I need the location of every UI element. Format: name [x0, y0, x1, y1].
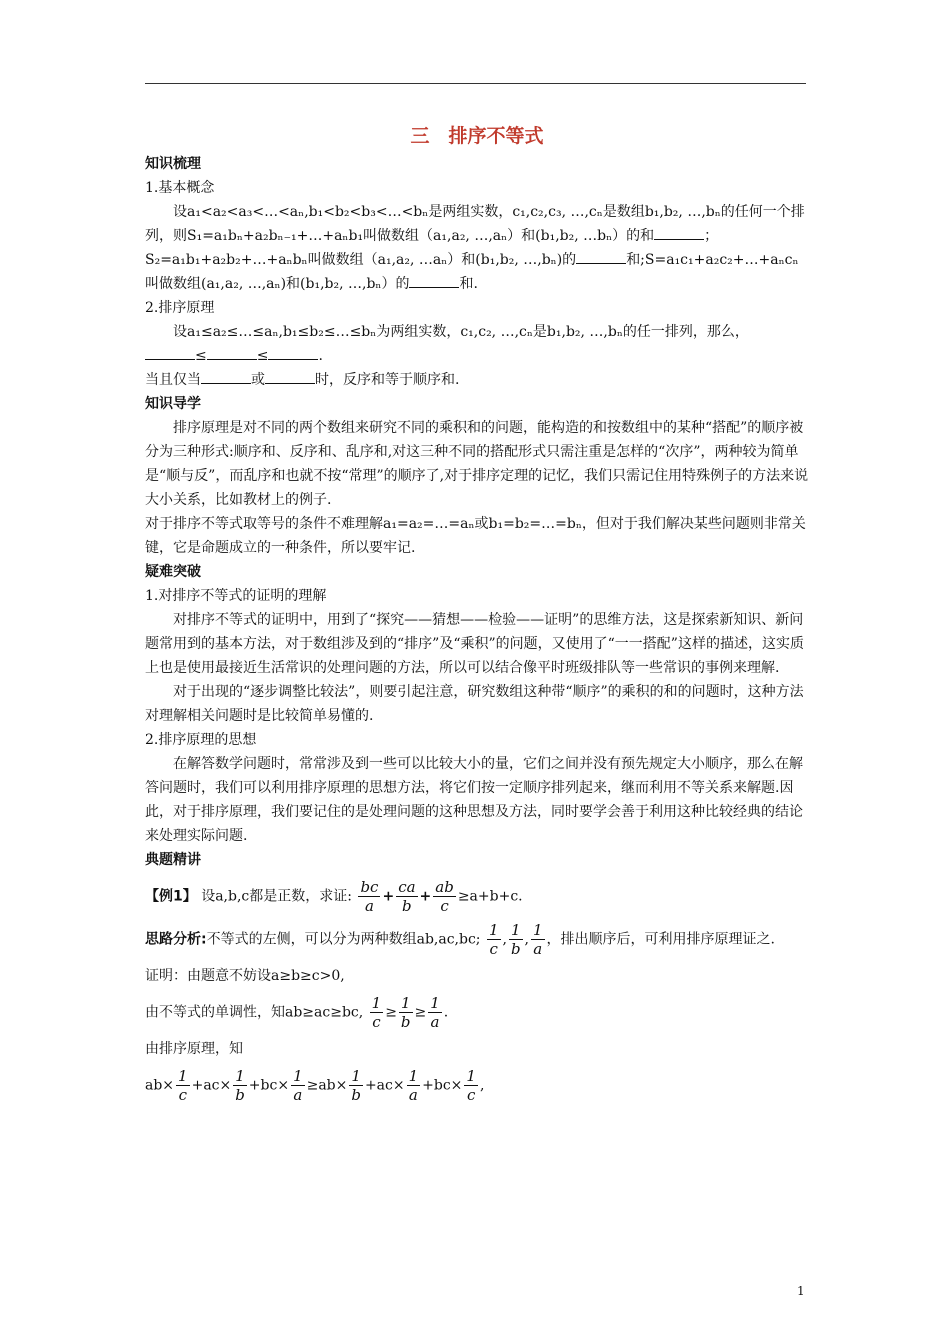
blank	[145, 345, 195, 360]
blank	[265, 369, 315, 384]
section-heading-difficulties: 疑难突破	[145, 564, 201, 580]
header-rule	[145, 83, 806, 84]
fraction-1-over-b: $\frac{1}{b}$	[510, 921, 521, 958]
subheading-ordering-principle: 2.排序原理	[145, 300, 215, 316]
page-number: 1	[797, 1284, 805, 1298]
blank	[201, 369, 251, 384]
page-title: 三 排序不等式	[410, 125, 544, 147]
proof-line-1: 证明：由题意不妨设a≥b≥c>0,	[145, 968, 345, 984]
fraction-ab-over-c: $\frac{ab}{c}$	[435, 878, 454, 915]
fraction-1-over-b: $\frac{1}{b}$	[351, 1067, 361, 1104]
fraction-1-over-a: $\frac{1}{a}$	[293, 1067, 303, 1104]
example-1: 【例1】 设a,b,c都是正数，求证: $\frac{bc}{a}$ + $\frac{ca}{b}$ + $\frac{ab}{c}$ ≥a+b+c.	[145, 878, 523, 915]
proof-line-3: 由排序原理，知	[145, 1041, 243, 1057]
fraction-1-over-b: $\frac{1}{b}$	[400, 994, 411, 1031]
fraction-1-over-c: $\frac{1}{c}$	[488, 921, 499, 958]
fraction-bc-over-a: $\frac{bc}{a}$	[360, 878, 379, 915]
paragraph-ordering-principle: 设a₁≤a₂≤…≤aₙ,b₁≤b₂≤…≤bₙ为两组实数，c₁,c₂, …,cₙ是b₁,b₂, …,bₙ的任一排列，那么，	[173, 324, 749, 340]
paragraph-basic-concepts: 设a₁<a₂<a₃<…<aₙ,b₁<b₂<b₃<…<bₙ是两组实数，c₁,c₂,c₃, …,cₙ是数组b₁,b₂, …,bₙ的任何一个排列，则S₁=a₁bₙ+a₂bₙ₋₁+…+aₙb₁叫做数组（a₁,a₂, …,aₙ）和(b₁,b₂, …bₙ）的和 ；S₂=a₁b₁+a₂b₂+…+aₙbₙ叫做数组（a₁,a₂, …aₙ）和(b₁,b₂, …,bₙ)的 和;S=a₁c₁+a₂c₂+…+aₙcₙ叫做数组(a₁,a₂, …,aₙ)和(b₁,b₂, …,bₙ）的 和.	[145, 204, 805, 292]
blank	[207, 345, 257, 360]
paragraph-principle-thought: 在解答数学问题时，常常涉及到一些可以比较大小的量，它们之间并没有预先规定大小顺序，那么在解答问题时，我们可以利用排序原理的思想方法，将它们按一定顺序排列起来，继而利用不等关系来解题.因此，对于排序原理，我们要记住的是处理问题的这种思想及方法，同时要学会善于利用这种比较经典的结论来处理实际问题.	[145, 756, 803, 844]
section-heading-examples: 典题精讲	[145, 852, 201, 868]
section-heading-guide: 知识导学	[145, 396, 201, 412]
fraction-1-over-a: $\frac{1}{a}$	[430, 994, 440, 1031]
paragraph-proof-1: 对排序不等式的证明中，用到了“探究——猜想——检验——证明”的思维方法，这是探索新知识、新问题常用到的基本方法，对于数组涉及到的“排序”及“乘积”的问题，又使用了“一一搭配”这样的描述，这实质上也是使用最接近生活常识的处理问题的方法，所以可以结合像平时班级排队等一些常识的事例来理解.	[145, 612, 804, 676]
equality-condition: 当且仅当 或 时，反序和等于顺序和.	[145, 368, 809, 392]
fraction-1-over-c: $\frac{1}{c}$	[371, 994, 382, 1031]
proof-inequality: ab× $\frac{1}{c}$ +ac× $\frac{1}{b}$ +bc× $\frac{1}{a}$ ≥ab× $\frac{1}{b}$ +ac× $\frac{1}{a}$ +bc× $\frac{1}{c}$ ,	[145, 1067, 485, 1104]
subheading-basic-concepts: 1.基本概念	[145, 180, 215, 196]
fraction-1-over-b: $\frac{1}{b}$	[235, 1067, 245, 1104]
fraction-1-over-a: $\frac{1}{a}$	[532, 921, 543, 958]
blank	[268, 345, 318, 360]
document-page	[145, 118, 809, 1110]
example-label: 【例1】	[145, 888, 197, 905]
proof-line-2: 由不等式的单调性，知ab≥ac≥bc, $\frac{1}{c}$ ≥ $\frac{1}{b}$ ≥ $\frac{1}{a}$ .	[145, 994, 449, 1031]
fraction-1-over-a: $\frac{1}{a}$	[408, 1067, 419, 1104]
paragraph-guide-1: 排序原理是对不同的两个数组来研究不同的乘积和的问题，能构造的和按数组中的某种“搭配”的顺序被分为三种形式:顺序和、反序和、乱序和,对这三种不同的搭配形式只需注重是怎样的“次序”，两种较为简单是“顺与反”，而乱序和也就不按“常理”的顺序了,对于排序定理的记忆，我们只需记住用特殊例子的方法来说大小关系，比如教材上的例子.	[145, 420, 809, 508]
fraction-ca-over-b: $\frac{ca}{b}$	[398, 878, 416, 915]
section-heading-knowledge: 知识梳理	[145, 156, 201, 172]
fraction-1-over-c: $\frac{1}{c}$	[466, 1067, 476, 1104]
subheading-principle-thought: 2.排序原理的思想	[145, 732, 257, 748]
blank	[409, 273, 459, 288]
analysis-label: 思路分析:	[145, 931, 207, 948]
inequality-blanks: ≤ ≤ .	[145, 344, 809, 368]
blank	[654, 225, 704, 240]
fraction-1-over-c: $\frac{1}{c}$	[178, 1067, 188, 1104]
blank	[576, 249, 626, 264]
subheading-proof-understanding: 1.对排序不等式的证明的理解	[145, 588, 327, 604]
analysis: 思路分析:不等式的左侧，可以分为两种数组ab,ac,bc; $\frac{1}{c}$ , $\frac{1}{b}$ , $\frac{1}{a}$ ，排出顺序后，可利用排序原理证之.	[145, 921, 775, 958]
paragraph-proof-2: 对于出现的“逐步调整比较法”，则要引起注意，研究数组这种带“顺序”的乘积的和的问题时，这种方法对理解相关问题时是比较简单易懂的.	[145, 684, 804, 724]
paragraph-guide-2: 对于排序不等式取等号的条件不难理解a₁=a₂=…=aₙ或b₁=b₂=…=bₙ，但对于我们解决某些问题则非常关键，它是命题成立的一种条件，所以要牢记.	[145, 516, 806, 556]
